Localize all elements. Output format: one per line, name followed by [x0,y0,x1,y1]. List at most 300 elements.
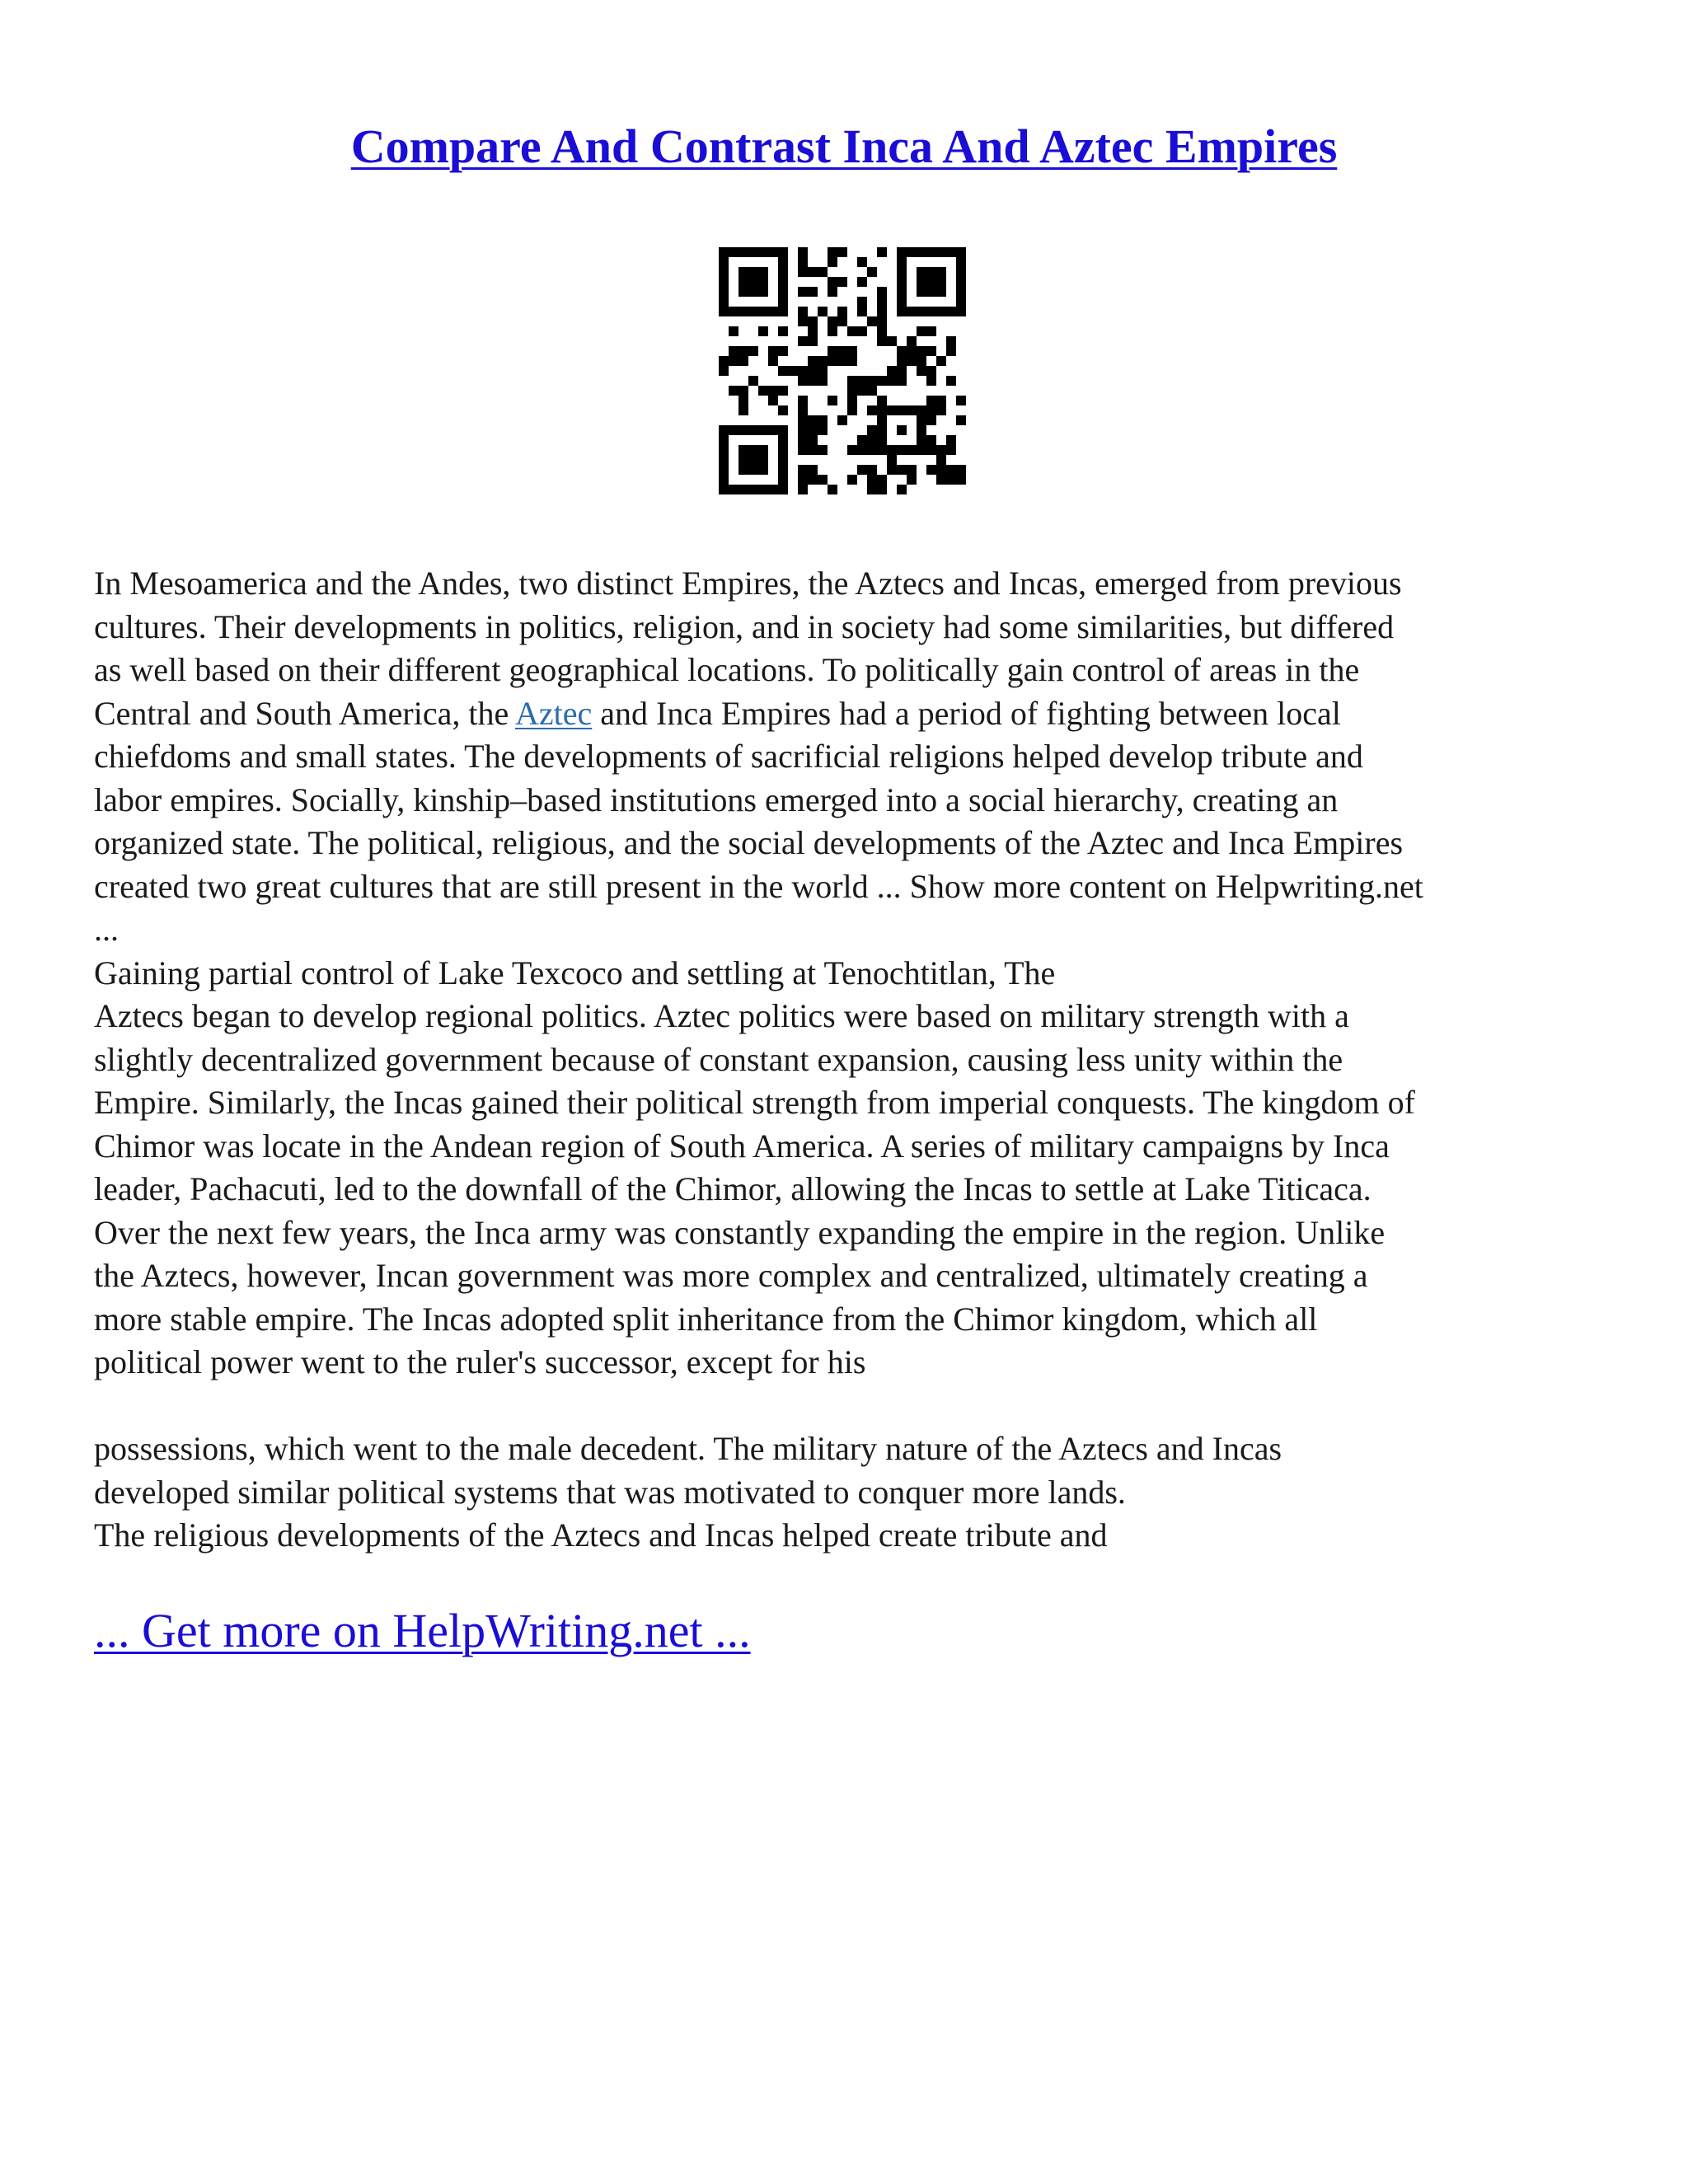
qr-module [877,376,887,386]
qr-module [857,326,867,336]
qr-module [828,287,837,297]
qr-module [847,356,857,366]
qr-module [738,396,748,405]
qr-module [926,435,936,445]
qr-module [719,277,729,287]
qr-module [877,425,887,435]
qr-module [798,376,808,386]
qr-module [758,425,768,435]
qr-module [778,445,788,455]
qr-module [956,277,966,287]
qr-module [857,445,867,455]
qr-module [917,287,926,297]
qr-module [877,247,887,257]
qr-module [738,485,748,494]
qr-module [887,405,897,415]
text-line: as well based on their different geographical locations. To politically gain control of areas in the [94,651,1360,688]
qr-module [877,297,887,307]
qr-module [828,316,837,326]
qr-module [867,425,877,435]
qr-module [877,396,887,405]
qr-module [738,455,748,465]
qr-module [917,445,926,455]
qr-module [738,307,748,316]
qr-module [738,287,748,297]
qr-module [778,307,788,316]
qr-module [778,386,788,396]
qr-module [926,277,936,287]
qr-module [877,475,887,485]
qr-module [907,475,917,485]
qr-module [877,415,887,425]
qr-module [907,465,917,475]
qr-module [956,257,966,267]
qr-module [828,346,837,356]
text-line: the Aztecs, however, Incan government was more complex and centralized, ultimately creating a [94,1257,1368,1294]
qr-module [917,267,926,277]
qr-module [738,356,748,366]
qr-module [788,366,798,376]
qr-module [818,366,828,376]
qr-module [897,257,907,267]
qr-module [758,465,768,475]
qr-module [808,445,818,455]
qr-module [936,465,946,475]
qr-module [808,356,818,366]
qr-module [719,445,729,455]
qr-module [917,415,926,425]
text-line: leader, Pachacuti, led to the downfall of the Chimor, allowing the Incas to settle at Lake Titicaca. [94,1170,1372,1207]
qr-module [897,287,907,297]
qr-module [926,445,936,455]
qr-module [719,475,729,485]
qr-module [956,297,966,307]
qr-module [738,346,748,356]
qr-module [917,326,926,336]
qr-module [818,425,828,435]
qr-module [897,376,907,386]
qr-module [867,267,877,277]
text-line: created two great cultures that are still present in the world ... Show more content on Helpwriting.net [94,867,1423,905]
document-title [0,114,1688,180]
qr-module [936,405,946,415]
qr-module [738,247,748,257]
qr-module [917,247,926,257]
qr-module [798,405,808,415]
qr-module [926,287,936,297]
qr-module [936,396,946,405]
qr-module [758,485,768,494]
qr-module [758,287,768,297]
qr-module [719,257,729,267]
qr-module [917,435,926,445]
qr-module [798,465,808,475]
qr-module [729,386,738,396]
qr-module [936,475,946,485]
qr-module [877,326,887,336]
qr-module [808,435,818,445]
qr-module [719,267,729,277]
qr-module [798,267,808,277]
qr-module [877,435,887,445]
qr-module [877,485,887,494]
qr-module [917,425,926,435]
qr-module [936,277,946,287]
qr-module [936,445,946,455]
qr-module [887,455,897,465]
qr-module [818,267,828,277]
get-more-container [94,1602,751,1660]
qr-module [917,277,926,287]
qr-module [936,356,946,366]
qr-module [798,366,808,376]
qr-module [729,247,738,257]
qr-module [748,307,758,316]
qr-code-icon [719,247,966,494]
qr-module [877,445,887,455]
text-fragment: and Inca Empires had a period of fighting between local [592,694,1341,732]
qr-module [738,277,748,287]
qr-module [936,455,946,465]
qr-module [867,405,877,415]
qr-module [808,336,818,346]
qr-module [867,376,877,386]
text-line: political power went to the ruler's successor, except for his [94,1343,866,1380]
qr-module [857,376,867,386]
qr-module [818,415,828,425]
qr-module [808,465,818,475]
qr-module [738,267,748,277]
qr-module [719,485,729,494]
qr-module [768,247,778,257]
qr-module [729,346,738,356]
qr-module [887,445,897,455]
qr-module [719,435,729,445]
qr-module [946,247,956,257]
qr-module [729,326,738,336]
qr-module [798,396,808,405]
paragraph-1 [94,562,1627,1385]
qr-module [758,247,768,257]
text-line: slightly decentralized government because of constant expansion, causing less unity within the [94,1040,1343,1078]
qr-module [748,376,758,386]
qr-module [768,396,778,405]
qr-module [738,386,748,396]
qr-module [768,356,778,366]
qr-module [828,247,837,257]
text-line: Aztecs began to develop regional politics. Aztec politics were based on military strength with a [94,997,1349,1034]
qr-module [719,247,729,257]
qr-module [808,376,818,386]
qr-module [758,307,768,316]
qr-module [857,435,867,445]
qr-module [798,415,808,425]
qr-module [907,307,917,316]
qr-module [818,475,828,485]
text-line: Empire. Similarly, the Incas gained their political strength from imperial conquests. The kingdom of [94,1084,1415,1121]
qr-module [778,287,788,297]
qr-module [867,465,877,475]
qr-module [768,307,778,316]
qr-module [956,465,966,475]
qr-module [818,356,828,366]
qr-module [828,326,837,336]
qr-module [808,425,818,435]
qr-module [897,267,907,277]
qr-module [808,326,818,336]
qr-module [778,475,788,485]
qr-module [926,465,936,475]
qr-module [897,485,907,494]
qr-module [926,366,936,376]
qr-module [768,386,778,396]
qr-code-graphic [719,247,966,494]
qr-module [837,247,847,257]
qr-module [917,346,926,356]
qr-module [926,326,936,336]
qr-module [748,267,758,277]
qr-module [887,366,897,376]
qr-module [748,485,758,494]
qr-module [897,405,907,415]
qr-module [946,346,956,356]
qr-module [847,376,857,386]
qr-module [768,485,778,494]
text-line: Gaining partial control of Lake Texcoco and settling at Tenochtitlan, The [94,954,1056,991]
qr-module [847,396,857,405]
qr-module [936,307,946,316]
qr-module [719,366,729,376]
qr-module [798,435,808,445]
qr-module [808,366,818,376]
qr-module [897,465,907,475]
qr-module [808,287,818,297]
text-line: Over the next few years, the Inca army was constantly expanding the empire in the region. Unlike [94,1213,1386,1251]
qr-module [867,435,877,445]
text-line: developed similar political systems that was motivated to conquer more lands. [94,1473,1126,1511]
qr-module [926,267,936,277]
qr-module [926,405,936,415]
qr-module [758,445,768,455]
qr-module [828,277,837,287]
qr-module [808,475,818,485]
qr-module [897,425,907,435]
title-link[interactable]: Compare And Contrast Inca And Aztec Empires [350,120,1338,173]
qr-module [778,435,788,445]
qr-module [778,247,788,257]
qr-module [828,257,837,267]
qr-module [857,465,867,475]
qr-module [758,326,768,336]
qr-module [837,307,847,316]
qr-module [877,405,887,415]
qr-module [719,297,729,307]
qr-module [798,475,808,485]
qr-module [857,277,867,287]
qr-module [798,445,808,455]
qr-module [748,247,758,257]
qr-module [798,425,808,435]
qr-module [847,405,857,415]
qr-module [956,287,966,297]
qr-module [897,366,907,376]
qr-module [847,445,857,455]
qr-module [828,396,837,405]
qr-module [936,247,946,257]
qr-module [768,425,778,435]
qr-module [837,316,847,326]
qr-module [808,415,818,425]
qr-module [897,307,907,316]
qr-module [926,247,936,257]
qr-module [748,346,758,356]
qr-module [847,326,857,336]
text-line: labor empires. Socially, kinship–based institutions emerged into a social hierarchy, creating an [94,780,1339,818]
qr-module [798,257,808,267]
qr-module [857,307,867,316]
qr-module [748,445,758,455]
qr-module [719,455,729,465]
qr-module [847,346,857,356]
qr-module [719,356,729,366]
qr-module [778,257,788,267]
qr-module [936,287,946,297]
qr-module [867,445,877,455]
qr-module [758,277,768,287]
qr-module [847,475,857,485]
qr-module [778,297,788,307]
get-more-link[interactable]: ... Get more on HelpWriting.net ... [94,1604,751,1657]
qr-module [729,425,738,435]
qr-module [798,336,808,346]
qr-module [946,376,956,386]
text-line: In Mesoamerica and the Andes, two distinct Empires, the Aztecs and Incas, emerged from previous [94,565,1402,602]
qr-module [837,356,847,366]
qr-module [926,376,936,386]
qr-module [936,267,946,277]
qr-module [907,445,917,455]
qr-module [808,267,818,277]
qr-module [729,356,738,366]
text-line-with-link [94,692,1627,736]
qr-module [956,396,966,405]
qr-module [748,465,758,475]
qr-module [778,455,788,465]
qr-module [778,405,788,415]
qr-module [946,307,956,316]
qr-module [778,346,788,356]
paragraph-2 [94,1427,1627,1558]
qr-module [828,356,837,366]
aztec-link[interactable]: Aztec [515,694,593,732]
qr-module [956,415,966,425]
qr-module [778,277,788,287]
qr-module [956,267,966,277]
qr-module [917,356,926,366]
qr-module [798,247,808,257]
qr-module [798,485,808,494]
qr-module [738,465,748,475]
qr-module [847,386,857,396]
text-line: chiefdoms and small states. The developments of sacrificial religions helped develop tribute and [94,738,1363,775]
qr-module [748,277,758,287]
qr-module [778,465,788,475]
qr-module [818,307,828,316]
qr-module [926,415,936,425]
qr-module [926,307,936,316]
qr-module [857,257,867,267]
qr-module [857,297,867,307]
qr-module [946,435,956,445]
qr-module [748,425,758,435]
text-line: possessions, which went to the male decedent. The military nature of the Aztecs and Incas [94,1430,1282,1467]
qr-module [738,425,748,435]
qr-module [857,386,867,396]
qr-module [907,346,917,356]
qr-module [917,366,926,376]
qr-module [798,316,808,326]
qr-module [867,386,877,396]
qr-module [946,445,956,455]
qr-module [917,307,926,316]
qr-module [897,445,907,455]
qr-module [887,336,897,346]
qr-module [867,316,877,326]
qr-module [956,475,966,485]
qr-module [778,326,788,336]
qr-module [778,485,788,494]
qr-module [837,415,847,425]
qr-module [867,475,877,485]
qr-module [808,316,818,326]
qr-module [748,455,758,465]
qr-module [907,356,917,366]
qr-module [897,247,907,257]
qr-module [768,346,778,356]
qr-module [828,485,837,494]
qr-module [758,267,768,277]
qr-module [907,336,917,346]
qr-module [946,475,956,485]
qr-module [877,307,887,316]
qr-module [887,465,897,475]
text-line: cultures. Their developments in politics, religion, and in society had some similarities, but differed [94,607,1395,645]
qr-module [897,356,907,366]
qr-module [818,376,828,386]
qr-module [907,247,917,257]
qr-module [778,267,788,277]
qr-module [907,405,917,415]
qr-module [877,316,887,326]
qr-module [946,465,956,475]
qr-module [818,445,828,455]
text-line: Chimor was locate in the Andean region of South America. A series of military campaigns by Inca [94,1127,1390,1165]
qr-module [778,366,788,376]
qr-module [719,425,729,435]
qr-module [897,297,907,307]
qr-module [798,287,808,297]
qr-module [729,485,738,494]
qr-module [897,346,907,356]
qr-module [719,307,729,316]
qr-module [917,405,926,415]
qr-module [867,485,877,494]
qr-module [887,376,897,386]
qr-module [758,455,768,465]
qr-module [729,307,738,316]
qr-module [956,307,966,316]
qr-module [778,425,788,435]
